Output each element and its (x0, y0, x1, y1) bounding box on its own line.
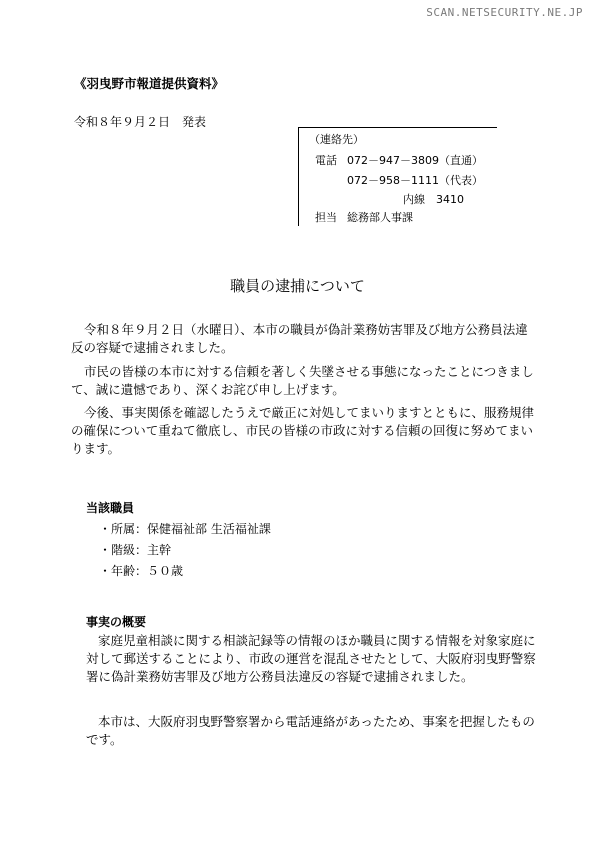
employee-affiliation: ・所属：保健福祉部 生活福祉課 (99, 522, 271, 536)
contact-title: （連絡先） (309, 133, 364, 146)
facts-paragraph-1: 家庭児童相談に関する相談記録等の情報のほか職員に関する情報を対象家庭に対して郵送することにより、市政の運営を混乱させたとして、大阪府羽曳野警察署に偽計業務妨害罪及び地方公務員法違反の容疑で逮捕されました。 (86, 633, 536, 684)
body-paragraph-1: 令和８年９月２日（水曜日）、本市の職員が偽計業務妨害罪及び地方公務員法違反の容疑で逮捕されました。 (71, 322, 528, 355)
phone-extension: 内線 3410 (403, 193, 464, 206)
phone-direct: 072－947－3809（直通） (347, 154, 483, 167)
announcement-date: 令和８年９月２日 発表 (74, 115, 207, 129)
phone-label: 電話 (315, 154, 337, 167)
contact-department: 総務部人事課 (347, 211, 413, 224)
phone-main: 072－958－1111（代表） (347, 174, 483, 187)
contact-box (298, 127, 497, 226)
document-label: 《羽曳野市報道提供資料》 (74, 76, 225, 91)
facts-paragraph-2: 本市は、大阪府羽曳野警察署から電話連絡があったため、事案を把握したものです。 (86, 714, 535, 747)
employee-heading: 当該職員 (86, 501, 135, 515)
body-paragraph-2: 市民の皆様の本市に対する信頼を著しく失墜させる事態になったことにつきまして、誠に遺憾であり、深くお詫び申し上げます。 (71, 364, 534, 397)
document-title: 職員の逮捕について (230, 277, 365, 295)
employee-rank: ・階級：主幹 (99, 543, 172, 557)
person-label: 担当 (315, 211, 337, 224)
facts-heading: 事実の概要 (86, 615, 147, 629)
body-paragraph-3: 今後、事実関係を確認したうえで厳正に対処してまいりますとともに、服務規律の確保について重ねて徹底し、市民の皆様の市政に対する信頼の回復に努めてまいります。 (71, 405, 535, 456)
employee-age: ・年齢：５０歳 (99, 564, 184, 578)
watermark-text: SCAN.NETSECURITY.NE.JP (426, 6, 583, 19)
